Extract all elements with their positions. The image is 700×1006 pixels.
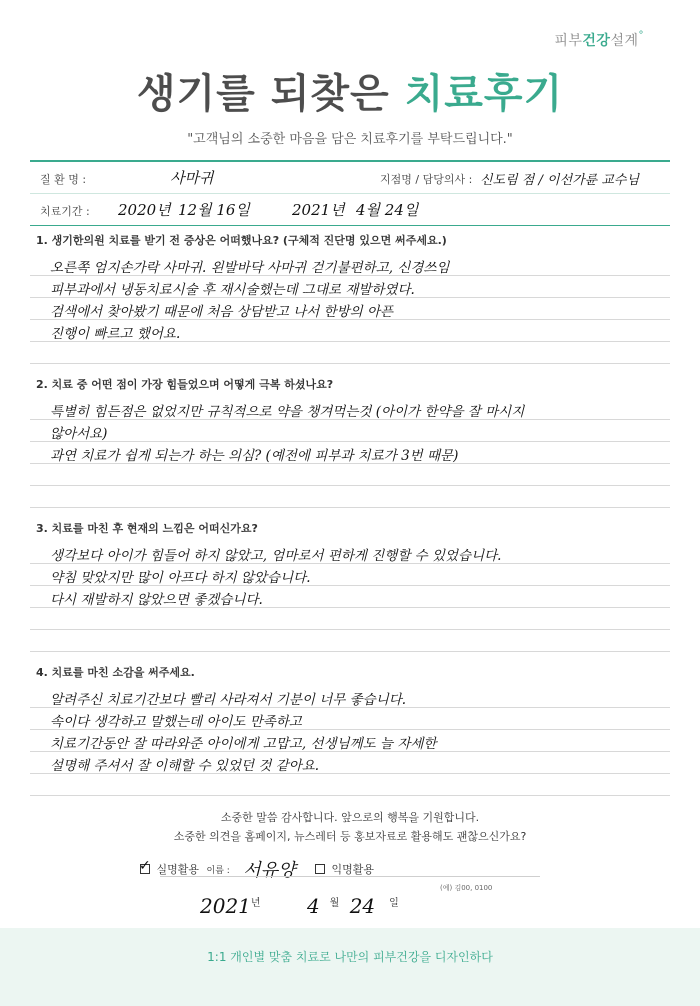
title-part1: 생기를 되찾은 — [136, 71, 405, 117]
date-month: 4 — [306, 894, 320, 918]
thanks-line-1: 소중한 말씀 감사합니다. 앞으로의 행복을 기원합니다. — [220, 811, 480, 824]
date-month-unit: 월 — [329, 898, 340, 909]
anonymous-label: 익명활용 — [331, 863, 374, 876]
answer-text: 오른쪽 엄지손가락 사마귀. 왼발바닥 사마귀 걷기불편하고, 신경쓰임 — [50, 260, 450, 276]
info-row-period — [30, 194, 670, 226]
info-table — [30, 160, 670, 226]
signature-date — [200, 894, 399, 918]
answer-line — [30, 542, 670, 564]
question-section-3 — [30, 520, 670, 652]
answer-line — [30, 630, 670, 652]
title-part2: 치료후기 — [404, 71, 564, 117]
answer-line — [30, 276, 670, 298]
answer-text: 특별히 힘든점은 없었지만 규칙적으로 약을 챙겨먹는것 (아이가 한약을 잘 마시지 — [50, 404, 525, 420]
answer-line — [30, 420, 670, 442]
answer-lines-4 — [30, 686, 670, 796]
date-year-unit: 년 — [250, 898, 261, 909]
divider — [160, 876, 540, 877]
brand-prefix: 피부 — [554, 33, 583, 49]
footer-band — [0, 928, 700, 1006]
footer-text: 1:1 개인별 맞춤 치료로 나만의 피부건강을 디자인하다 — [207, 950, 493, 964]
answer-text: 생각보다 아이가 힘들어 하지 않았고, 엄마로서 편하게 진행할 수 있었습니다. — [50, 548, 502, 564]
brand-suffix: 설계 — [610, 33, 639, 49]
question-section-4 — [30, 664, 670, 796]
info-row-disease — [30, 162, 670, 194]
answer-text: 검색에서 찾아봤기 때문에 처음 상담받고 나서 한방의 아픈 — [50, 304, 394, 320]
answer-line — [30, 254, 670, 276]
answer-line — [30, 442, 670, 464]
period-start-year: 2020년 — [118, 201, 171, 219]
thanks-message — [0, 808, 700, 846]
thanks-line-2: 소중한 의견을 홈페이지, 뉴스레터 등 홍보자료로 활용해도 괜찮으신가요? — [173, 830, 527, 843]
answer-line — [30, 730, 670, 752]
real-name-label: 실명활용 — [156, 863, 200, 876]
answer-line — [30, 752, 670, 774]
page-subtitle: "고객님의 소중한 마음을 담은 치료후기를 부탁드립니다." — [187, 132, 513, 147]
answer-text: 치료기간동안 잘 따라와준 아이에게 고맙고, 선생님께도 늘 자세한 — [50, 736, 437, 752]
answer-line — [30, 564, 670, 586]
answer-text: 약침 맞았지만 많이 아프다 하지 않았습니다. — [50, 570, 311, 586]
branch-label: 지점명 / 담당의사 : — [380, 173, 473, 186]
answer-line — [30, 342, 670, 364]
consent-row — [140, 856, 378, 882]
date-year: 2021 — [200, 894, 251, 918]
answer-line — [30, 486, 670, 508]
answer-text: 다시 재발하지 않았으면 좋겠습니다. — [50, 592, 263, 608]
answer-line — [30, 586, 670, 608]
answer-lines-2 — [30, 398, 670, 508]
period-end-year: 2021년 — [292, 201, 345, 219]
answer-line — [30, 774, 670, 796]
answer-line — [30, 708, 670, 730]
period-start-md: 12월 16일 — [178, 201, 250, 219]
answer-line — [30, 686, 670, 708]
disease-value: 사마귀 — [170, 169, 214, 187]
branch-value: 신도림 점 / 이선가륜 교수님 — [480, 173, 640, 188]
period-label: 치료기간 : — [40, 205, 90, 218]
answer-line — [30, 608, 670, 630]
question-section-1 — [30, 232, 670, 364]
brand-logo — [554, 30, 644, 50]
answer-text: 않아서요) — [50, 426, 108, 442]
answer-text: 속이다 생각하고 말했는데 아이도 만족하고 — [50, 714, 302, 730]
answer-text: 알려주신 치료기간보다 빨리 사라져서 기분이 너무 좋습니다. — [50, 692, 407, 708]
question-4: 4. 치료를 마친 소감을 써주세요. — [36, 666, 195, 679]
brand-mark: ° — [638, 30, 644, 41]
answer-text: 과연 치료가 쉽게 되는가 하는 의심? (예전에 피부과 치료가 3번 때문) — [50, 448, 459, 464]
date-day: 24 — [349, 894, 376, 918]
page-title — [0, 62, 700, 119]
question-1: 1. 생기한의원 치료를 받기 전 증상은 어떠했나요? (구체적 진단명 있으면 써주세요.) — [36, 234, 447, 247]
answer-line — [30, 398, 670, 420]
name-example: (예) 김00, 0100 — [440, 884, 493, 892]
period-end-md: 4월 24일 — [356, 201, 419, 219]
name-value: 서유양 — [243, 860, 296, 881]
question-3: 3. 치료를 마친 후 현재의 느낌은 어떠신가요? — [36, 522, 258, 535]
answer-line — [30, 320, 670, 342]
brand-highlight: 건강 — [582, 33, 611, 49]
answer-line — [30, 464, 670, 486]
answer-text: 설명해 주셔서 잘 이해할 수 있었던 것 같아요. — [50, 758, 320, 774]
question-section-2 — [30, 376, 670, 508]
name-label: 이름 : — [206, 865, 230, 876]
date-day-unit: 일 — [389, 898, 399, 909]
disease-label: 질 환 명 : — [40, 173, 87, 186]
answer-text: 피부과에서 냉동치료시술 후 재시술했는데 그대로 재발하였다. — [50, 282, 415, 298]
answer-lines-1 — [30, 254, 670, 364]
answer-line — [30, 298, 670, 320]
real-name-checkbox[interactable] — [140, 864, 150, 874]
answer-text: 진행이 빠르고 했어요. — [50, 326, 181, 342]
anonymous-checkbox[interactable] — [315, 864, 325, 874]
answer-lines-3 — [30, 542, 670, 652]
question-2: 2. 치료 중 어떤 점이 가장 힘들었으며 어떻게 극복 하셨나요? — [36, 378, 334, 391]
